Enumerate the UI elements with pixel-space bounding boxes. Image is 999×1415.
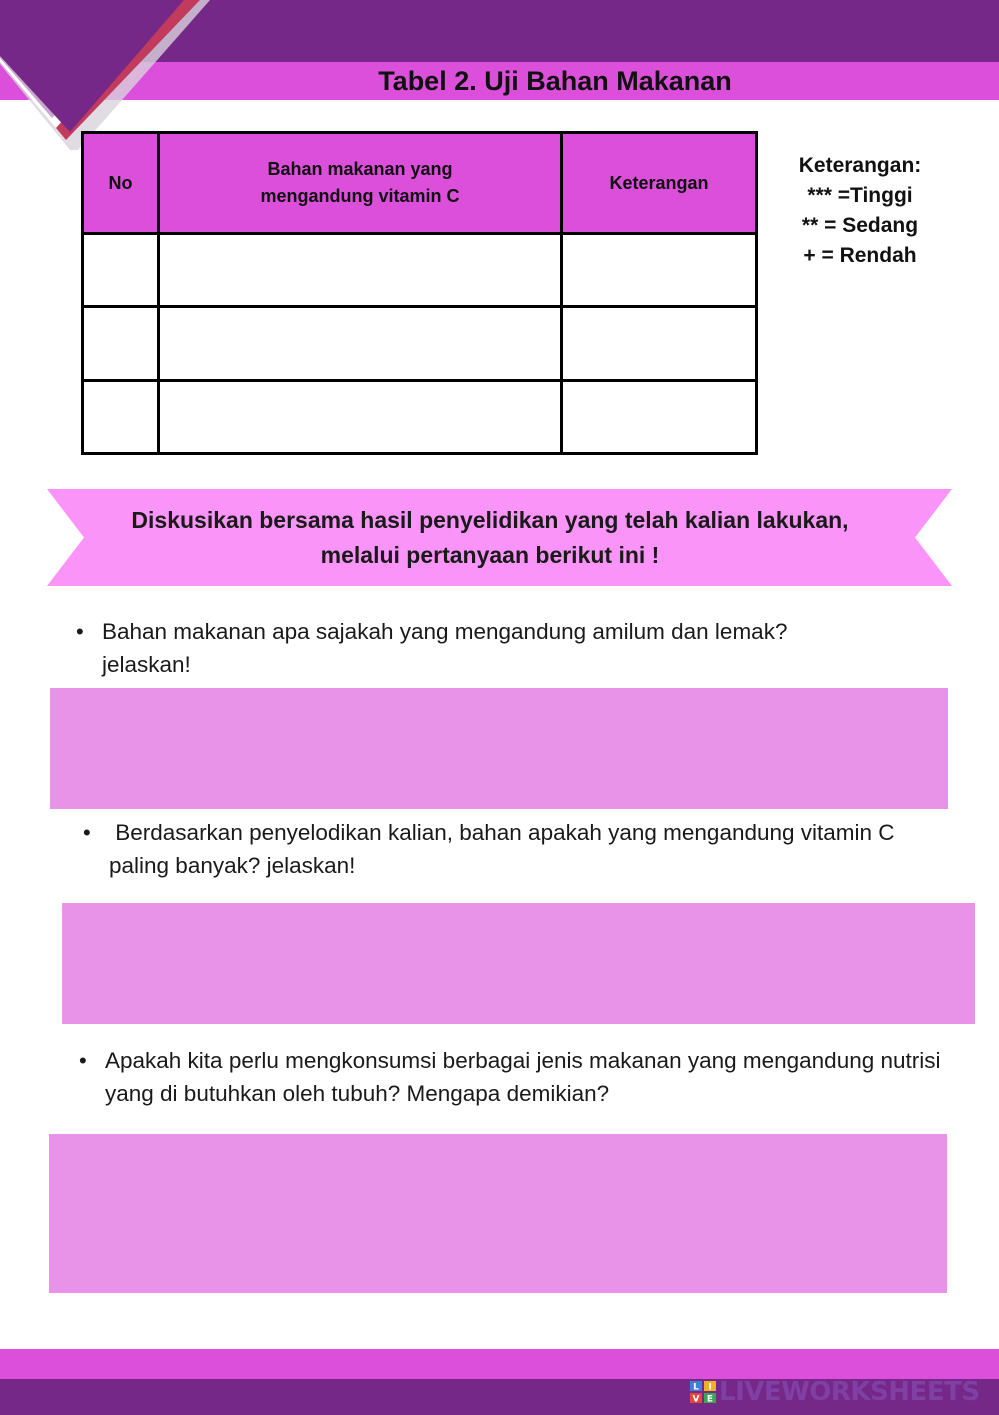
table-cell-bahan[interactable] xyxy=(159,380,562,453)
table-row xyxy=(83,307,757,380)
table-cell-no[interactable] xyxy=(83,234,159,307)
table-cell-no[interactable] xyxy=(83,380,159,453)
legend-item-rendah: + = Rendah xyxy=(803,244,917,267)
table-cell-no[interactable] xyxy=(83,307,159,380)
table-cell-bahan[interactable] xyxy=(159,234,562,307)
footer-pink-bar xyxy=(0,1349,999,1379)
banner-text xyxy=(90,503,890,573)
liveworksheets-logo-icon xyxy=(690,1381,716,1403)
answer-box-1[interactable] xyxy=(50,688,948,809)
table-header-row xyxy=(83,133,757,234)
question-2-text: Berdasarkan penyelodikan kalian, bahan apakah yang mengandung vitamin C paling banyak? jelaskan! xyxy=(109,820,901,878)
table-cell-bahan[interactable] xyxy=(159,307,562,380)
logo-letter: V xyxy=(692,1394,700,1403)
banner-line-1: Diskusikan bersama hasil penyelidikan yang telah kalian lakukan, xyxy=(131,507,849,533)
table-row xyxy=(83,234,757,307)
banner-line-2: melalui pertanyaan berikut ini ! xyxy=(320,542,660,568)
table-cell-keterangan[interactable] xyxy=(562,234,757,307)
answer-box-2[interactable] xyxy=(62,903,975,1024)
table-cell-keterangan[interactable] xyxy=(562,307,757,380)
results-table xyxy=(81,131,758,455)
logo-letter: E xyxy=(706,1394,714,1403)
bullet-icon: • xyxy=(76,619,84,644)
header-bahan-makanan xyxy=(159,133,562,234)
question-1 xyxy=(76,615,876,681)
bullet-icon: • xyxy=(83,820,91,845)
table-row xyxy=(83,380,757,453)
question-3 xyxy=(79,1044,959,1110)
header-bahan-makanan-label: Bahan makanan yang mengandung vitamin C xyxy=(260,159,460,206)
legend-item-sedang: ** = Sedang xyxy=(801,214,919,237)
page-title: Tabel 2. Uji Bahan Makanan xyxy=(378,66,732,96)
legend-title: Keterangan: xyxy=(798,154,922,177)
brand-text: LIVEWORKSHEETS xyxy=(719,1377,980,1407)
header-keterangan: Keterangan xyxy=(562,133,757,234)
liveworksheets-brand[interactable] xyxy=(690,1377,980,1407)
table-cell-keterangan[interactable] xyxy=(562,380,757,453)
question-1-text: Bahan makanan apa sajakah yang mengandung amilum dan lemak? jelaskan! xyxy=(102,619,788,677)
logo-letter: L xyxy=(693,1382,699,1393)
legend xyxy=(770,151,950,271)
question-2 xyxy=(83,816,903,882)
bullet-icon: • xyxy=(79,1048,87,1073)
header-no: No xyxy=(83,133,159,234)
logo-letter: I xyxy=(708,1382,712,1393)
question-3-text: Apakah kita perlu mengkonsumsi berbagai jenis makanan yang mengandung nutrisi yang di butuhkan oleh tubuh? Mengapa demikian? xyxy=(105,1048,941,1106)
answer-box-3[interactable] xyxy=(49,1134,947,1293)
legend-item-tinggi: *** =Tinggi xyxy=(807,184,913,207)
